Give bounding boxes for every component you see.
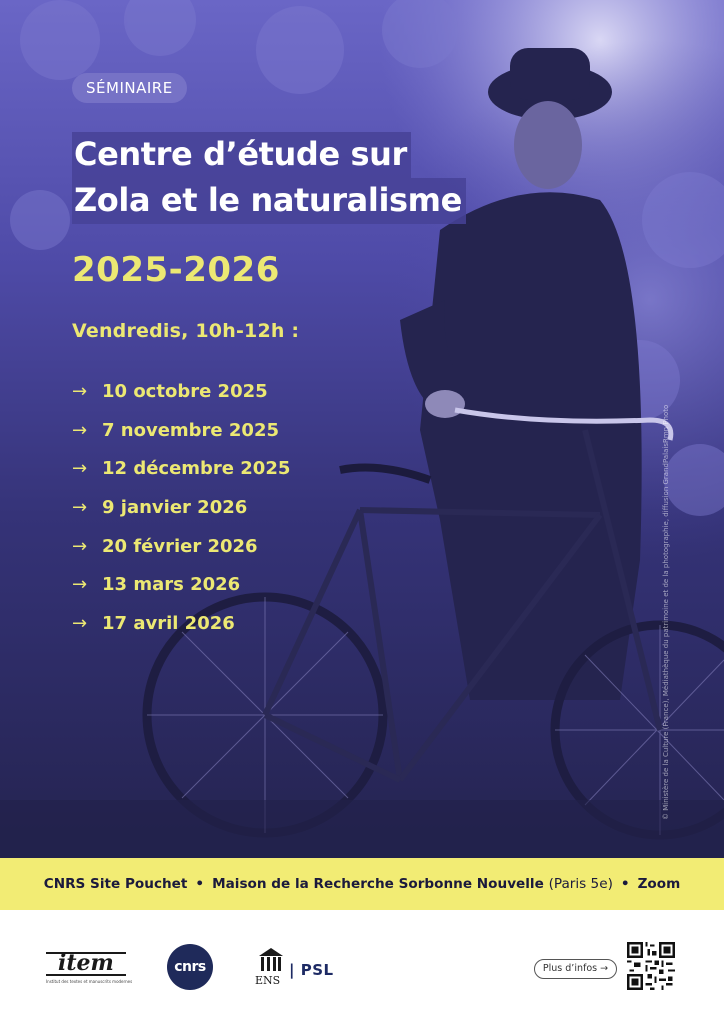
session-date: → 12 décembre 2025 bbox=[72, 458, 291, 480]
photo-credit bbox=[662, 810, 670, 820]
cnrs-logo: cnrs bbox=[167, 944, 213, 990]
ens-psl-logo: ENS | PSL bbox=[255, 946, 345, 990]
ens-building-icon bbox=[257, 946, 285, 974]
session-dates-list bbox=[72, 372, 290, 643]
schedule-label: Vendredis, 10h-12h : bbox=[72, 320, 300, 342]
venue-separator: • bbox=[620, 876, 630, 892]
seminar-badge: SÉMINAIRE bbox=[72, 73, 187, 103]
academic-years: 2025-2026 bbox=[72, 250, 280, 290]
venue-zoom: Zoom bbox=[637, 876, 681, 892]
session-date: → 13 mars 2026 bbox=[72, 574, 241, 596]
arrow-right-icon: → bbox=[72, 574, 88, 596]
session-date: → 7 novembre 2025 bbox=[72, 419, 280, 441]
arrow-right-icon: → bbox=[72, 419, 88, 441]
venue-maison-recherche: Maison de la Recherche Sorbonne Nouvelle bbox=[212, 876, 544, 892]
qr-code-icon[interactable] bbox=[627, 942, 675, 990]
arrow-right-icon: → bbox=[72, 612, 88, 634]
title-line-2: Zola et le naturalisme bbox=[72, 178, 466, 224]
session-date: → 9 janvier 2026 bbox=[72, 496, 248, 518]
more-info-button[interactable]: Plus d’infos → bbox=[534, 959, 617, 979]
session-date: → 10 octobre 2025 bbox=[72, 380, 268, 402]
item-logo: item Institut des textes et manuscrits modernes bbox=[46, 950, 133, 984]
page-title bbox=[72, 132, 532, 224]
arrow-right-icon: → bbox=[72, 458, 88, 480]
venue-location-note: (Paris 5e) bbox=[548, 876, 613, 892]
venue-pouchet: CNRS Site Pouchet bbox=[43, 876, 188, 892]
arrow-right-icon: → bbox=[72, 535, 88, 557]
arrow-right-icon: → bbox=[72, 380, 88, 402]
session-date: → 17 avril 2026 bbox=[72, 612, 235, 634]
venue-band bbox=[0, 858, 724, 910]
footer-logos bbox=[0, 910, 724, 1024]
venue-separator: • bbox=[195, 876, 205, 892]
arrow-right-icon: → bbox=[72, 496, 88, 518]
session-date: → 20 février 2026 bbox=[72, 535, 258, 557]
title-line-1: Centre d’étude sur bbox=[72, 132, 411, 178]
